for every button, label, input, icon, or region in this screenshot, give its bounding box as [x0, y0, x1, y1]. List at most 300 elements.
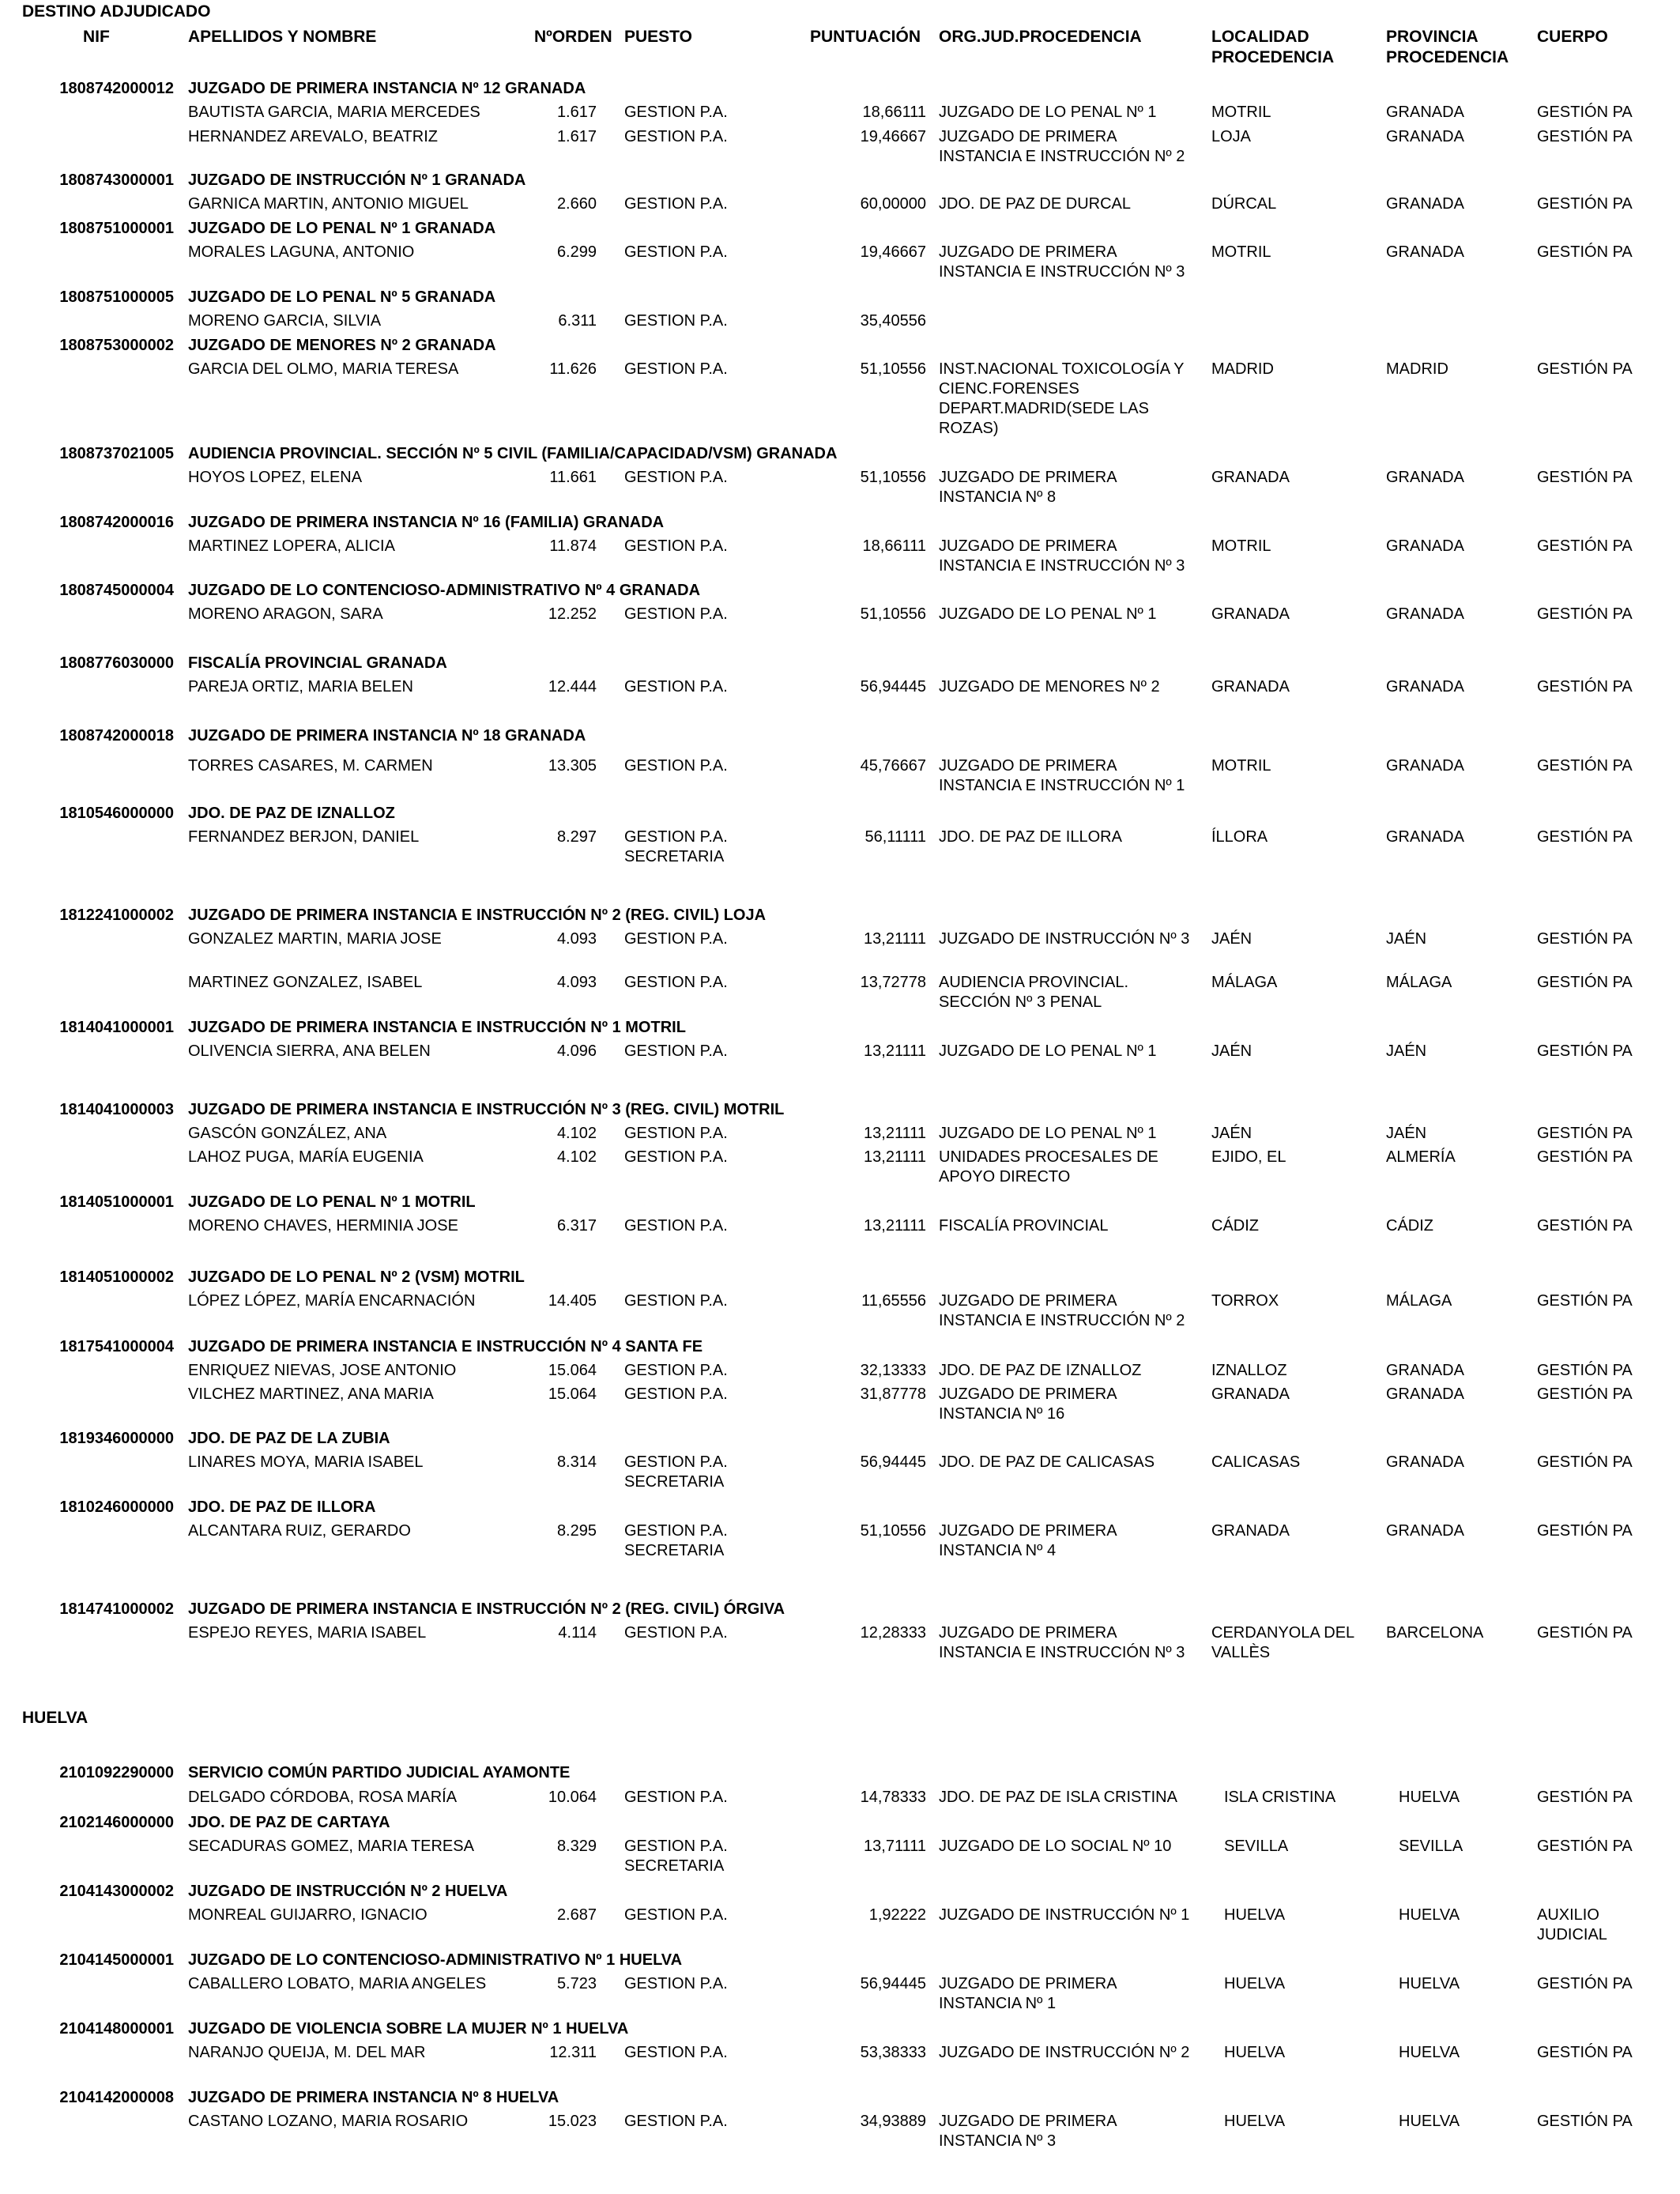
origin-court: INSTANCIA E INSTRUCCIÓN Nº 2: [939, 148, 1185, 165]
origin-court: JDO. DE PAZ DE ILLORA: [939, 828, 1122, 846]
post-type: SECRETARIA: [624, 1542, 725, 1559]
order-number: 8.295: [556, 1522, 597, 1540]
applicant-name: GARNICA MARTIN, ANTONIO MIGUEL: [188, 195, 469, 213]
post-type: GESTION P.A.: [624, 1042, 728, 1060]
destination-title: AUDIENCIA PROVINCIAL. SECCIÓN Nº 5 CIVIL (FAMILIA/CAPACIDAD/VSM) GRANADA: [188, 445, 838, 462]
applicant-name: CABALLERO LOBATO, MARIA ANGELES: [188, 1975, 487, 1992]
score-value: 56,94445: [860, 1453, 926, 1471]
origin-province: HUELVA: [1399, 1789, 1460, 1806]
origin-court: INSTANCIA E INSTRUCCIÓN Nº 3: [939, 1644, 1185, 1661]
origin-court: JUZGADO DE PRIMERA: [939, 1624, 1117, 1642]
column-header-cuerpo: CUERPO: [1537, 28, 1608, 46]
page-title: DESTINO ADJUDICADO: [22, 2, 211, 21]
region-heading: HUELVA: [22, 1709, 89, 1727]
column-header-puesto: PUESTO: [624, 28, 692, 46]
score-value: 34,93889: [860, 2113, 926, 2130]
order-number: 15.064: [548, 1362, 597, 1379]
post-type: GESTION P.A.: [624, 1148, 728, 1166]
post-type: GESTION P.A.: [624, 1385, 728, 1403]
score-value: 19,46667: [860, 128, 926, 145]
origin-court: AUDIENCIA PROVINCIAL.: [939, 974, 1129, 991]
staff-body: GESTIÓN PA: [1537, 2044, 1633, 2061]
order-number: 15.023: [548, 2113, 597, 2130]
staff-body: GESTIÓN PA: [1537, 1789, 1633, 1806]
destination-title: JUZGADO DE PRIMERA INSTANCIA E INSTRUCCIÓN Nº 2 (REG. CIVIL) ÓRGIVA: [188, 1600, 785, 1618]
origin-court: JDO. DE PAZ DE IZNALLOZ: [939, 1362, 1142, 1379]
staff-body: GESTIÓN PA: [1537, 1362, 1633, 1379]
destination-nif: 2101092290000: [59, 1764, 174, 1781]
destination-nif: 1808742000012: [59, 80, 174, 97]
applicant-name: DELGADO CÓRDOBA, ROSA MARÍA: [188, 1789, 458, 1806]
origin-province: MADRID: [1386, 360, 1448, 378]
applicant-name: OLIVENCIA SIERRA, ANA BELEN: [188, 1042, 431, 1060]
origin-court: JDO. DE PAZ DE DURCAL: [939, 195, 1131, 213]
staff-body: GESTIÓN PA: [1537, 974, 1633, 991]
destination-nif: 1819346000000: [59, 1430, 174, 1447]
post-type: GESTION P.A.: [624, 2113, 728, 2130]
origin-court: INSTANCIA Nº 8: [939, 488, 1057, 506]
score-value: 51,10556: [860, 1522, 926, 1540]
destination-nif: 2104145000001: [59, 1951, 174, 1969]
origin-locality: GRANADA: [1211, 1522, 1290, 1540]
post-type: SECRETARIA: [624, 848, 725, 865]
staff-body: GESTIÓN PA: [1537, 605, 1633, 623]
order-number: 6.311: [558, 312, 597, 330]
origin-court: INSTANCIA E INSTRUCCIÓN Nº 3: [939, 263, 1185, 281]
origin-locality: ISLA CRISTINA: [1224, 1789, 1336, 1806]
score-value: 13,71111: [864, 1838, 926, 1855]
post-type: GESTION P.A.: [624, 1453, 728, 1471]
origin-province: GRANADA: [1386, 469, 1464, 486]
post-type: GESTION P.A.: [624, 1838, 728, 1855]
post-type: GESTION P.A.: [624, 2044, 728, 2061]
staff-body: GESTIÓN PA: [1537, 469, 1633, 486]
order-number: 4.102: [556, 1125, 597, 1142]
column-header-name: APELLIDOS Y NOMBRE: [188, 28, 377, 46]
destination-nif: 1808776030000: [59, 654, 174, 672]
applicant-name: ENRIQUEZ NIEVAS, JOSE ANTONIO: [188, 1362, 457, 1379]
post-type: GESTION P.A.: [624, 828, 728, 846]
post-type: GESTION P.A.: [624, 243, 728, 261]
staff-body: GESTIÓN PA: [1537, 128, 1633, 145]
origin-province: GRANADA: [1386, 128, 1464, 145]
destination-nif: 1814041000001: [59, 1019, 174, 1036]
origin-court: APOYO DIRECTO: [939, 1168, 1071, 1186]
post-type: GESTION P.A.: [624, 469, 728, 486]
staff-body: GESTIÓN PA: [1537, 1148, 1633, 1166]
post-type: SECRETARIA: [624, 1473, 725, 1491]
destination-nif: 1814051000001: [59, 1193, 174, 1211]
score-value: 13,21111: [864, 930, 926, 948]
destination-title: JDO. DE PAZ DE IZNALLOZ: [188, 805, 395, 822]
origin-court: JUZGADO DE PRIMERA: [939, 757, 1117, 775]
origin-province: JAÉN: [1386, 930, 1427, 948]
origin-province: GRANADA: [1386, 605, 1464, 623]
origin-locality: MOTRIL: [1211, 537, 1271, 555]
post-type: GESTION P.A.: [624, 678, 728, 696]
destination-title: JUZGADO DE LO PENAL Nº 5 GRANADA: [188, 288, 496, 306]
origin-province: GRANADA: [1386, 1453, 1464, 1471]
origin-province: GRANADA: [1386, 1385, 1464, 1403]
staff-body: GESTIÓN PA: [1537, 1042, 1633, 1060]
score-value: 31,87778: [860, 1385, 926, 1403]
score-value: 51,10556: [860, 469, 926, 486]
order-number: 1.617: [556, 104, 597, 121]
origin-court: INSTANCIA E INSTRUCCIÓN Nº 1: [939, 777, 1185, 794]
staff-body: GESTIÓN PA: [1537, 1522, 1633, 1540]
destination-nif: 2102146000000: [59, 1814, 174, 1831]
destination-title: JUZGADO DE MENORES Nº 2 GRANADA: [188, 337, 496, 354]
staff-body: GESTIÓN PA: [1537, 930, 1633, 948]
origin-locality: CALICASAS: [1211, 1453, 1301, 1471]
applicant-name: SECADURAS GOMEZ, MARIA TERESA: [188, 1838, 474, 1855]
post-type: GESTION P.A.: [624, 1624, 728, 1642]
destination-nif: 1808742000016: [59, 514, 174, 531]
applicant-name: ESPEJO REYES, MARIA ISABEL: [188, 1624, 427, 1642]
origin-province: GRANADA: [1386, 1522, 1464, 1540]
post-type: GESTION P.A.: [624, 605, 728, 623]
score-value: 56,94445: [860, 678, 926, 696]
applicant-name: MONREAL GUIJARRO, IGNACIO: [188, 1906, 428, 1924]
origin-court: JUZGADO DE PRIMERA: [939, 469, 1117, 486]
applicant-name: FERNANDEZ BERJON, DANIEL: [188, 828, 420, 846]
staff-body: GESTIÓN PA: [1537, 1292, 1633, 1310]
post-type: GESTION P.A.: [624, 1362, 728, 1379]
origin-court: JUZGADO DE PRIMERA: [939, 1522, 1117, 1540]
score-value: 56,94445: [860, 1975, 926, 1992]
order-number: 6.299: [556, 243, 597, 261]
post-type: GESTION P.A.: [624, 128, 728, 145]
order-number: 8.329: [556, 1838, 597, 1855]
order-number: 14.405: [548, 1292, 597, 1310]
applicant-name: ALCANTARA RUIZ, GERARDO: [188, 1522, 411, 1540]
origin-province: GRANADA: [1386, 537, 1464, 555]
score-value: 51,10556: [860, 360, 926, 378]
destination-title: FISCALÍA PROVINCIAL GRANADA: [188, 654, 447, 672]
origin-locality: ÍLLORA: [1211, 828, 1268, 846]
origin-court: INSTANCIA Nº 4: [939, 1542, 1057, 1559]
origin-province: SEVILLA: [1399, 1838, 1463, 1855]
origin-locality: DÚRCAL: [1211, 195, 1277, 213]
post-type: SECRETARIA: [624, 1857, 725, 1875]
origin-locality: LOJA: [1211, 128, 1252, 145]
post-type: GESTION P.A.: [624, 1217, 728, 1235]
origin-province: BARCELONA: [1386, 1624, 1484, 1642]
origin-locality: GRANADA: [1211, 1385, 1290, 1403]
applicant-name: LÓPEZ LÓPEZ, MARÍA ENCARNACIÓN: [188, 1292, 476, 1310]
post-type: GESTION P.A.: [624, 1522, 728, 1540]
applicant-name: HERNANDEZ AREVALO, BEATRIZ: [188, 128, 438, 145]
origin-court: DEPART.MADRID(SEDE LAS: [939, 400, 1149, 417]
column-header-puntuacion: PUNTUACIÓN: [810, 28, 921, 46]
staff-body: GESTIÓN PA: [1537, 1125, 1633, 1142]
order-number: 11.661: [549, 469, 597, 486]
origin-court: INSTANCIA E INSTRUCCIÓN Nº 3: [939, 557, 1185, 575]
origin-province: HUELVA: [1399, 1975, 1460, 1992]
column-header-localidad-sub: PROCEDENCIA: [1211, 48, 1335, 66]
post-type: GESTION P.A.: [624, 757, 728, 775]
origin-province: CÁDIZ: [1386, 1217, 1433, 1235]
post-type: GESTION P.A.: [624, 360, 728, 378]
applicant-name: MORENO ARAGON, SARA: [188, 605, 383, 623]
staff-body: GESTIÓN PA: [1537, 360, 1633, 378]
origin-province: GRANADA: [1386, 195, 1464, 213]
applicant-name: HOYOS LOPEZ, ELENA: [188, 469, 363, 486]
score-value: 18,66111: [862, 104, 926, 121]
origin-locality: MOTRIL: [1211, 757, 1271, 775]
post-type: GESTION P.A.: [624, 104, 728, 121]
origin-court: INSTANCIA Nº 16: [939, 1405, 1065, 1423]
staff-body: GESTIÓN PA: [1537, 1838, 1633, 1855]
order-number: 4.093: [556, 974, 597, 991]
origin-court: FISCALÍA PROVINCIAL: [939, 1217, 1109, 1235]
order-number: 5.723: [556, 1975, 597, 1992]
origin-province: GRANADA: [1386, 1362, 1464, 1379]
post-type: GESTION P.A.: [624, 312, 728, 330]
destination-nif: 1808751000005: [59, 288, 174, 306]
origin-court: JDO. DE PAZ DE ISLA CRISTINA: [939, 1789, 1177, 1806]
destination-nif: 1814051000002: [59, 1269, 174, 1286]
destination-nif: 1808745000004: [59, 582, 174, 599]
destination-title: JUZGADO DE PRIMERA INSTANCIA E INSTRUCCIÓN Nº 1 MOTRIL: [188, 1019, 686, 1036]
origin-locality: HUELVA: [1224, 1906, 1286, 1924]
origin-court: JUZGADO DE LO PENAL Nº 1: [939, 1042, 1157, 1060]
origin-locality: GRANADA: [1211, 678, 1290, 696]
score-value: 14,78333: [860, 1789, 926, 1806]
post-type: GESTION P.A.: [624, 1125, 728, 1142]
destination-nif: 1817541000004: [59, 1338, 174, 1355]
applicant-name: MORALES LAGUNA, ANTONIO: [188, 243, 415, 261]
destination-title: JDO. DE PAZ DE ILLORA: [188, 1498, 376, 1516]
order-number: 4.093: [556, 930, 597, 948]
destination-nif: 1810546000000: [59, 805, 174, 822]
destination-nif: 1808737021005: [59, 445, 174, 462]
applicant-name: BAUTISTA GARCIA, MARIA MERCEDES: [188, 104, 480, 121]
origin-province: GRANADA: [1386, 243, 1464, 261]
applicant-name: MORENO CHAVES, HERMINIA JOSE: [188, 1217, 458, 1235]
origin-court: JUZGADO DE PRIMERA: [939, 1292, 1117, 1310]
order-number: 8.297: [556, 828, 597, 846]
origin-locality: IZNALLOZ: [1211, 1362, 1287, 1379]
origin-court: JUZGADO DE LO PENAL Nº 1: [939, 605, 1157, 623]
applicant-name: GONZALEZ MARTIN, MARIA JOSE: [188, 930, 442, 948]
origin-locality: CERDANYOLA DEL: [1211, 1624, 1355, 1642]
origin-locality: HUELVA: [1224, 2044, 1286, 2061]
destination-title: SERVICIO COMÚN PARTIDO JUDICIAL AYAMONTE: [188, 1764, 571, 1781]
destination-title: JUZGADO DE LO PENAL Nº 2 (VSM) MOTRIL: [188, 1269, 525, 1286]
destination-title: JUZGADO DE PRIMERA INSTANCIA E INSTRUCCIÓN Nº 3 (REG. CIVIL) MOTRIL: [188, 1101, 785, 1118]
origin-province: HUELVA: [1399, 1906, 1460, 1924]
destination-nif: 2104148000001: [59, 2020, 174, 2038]
applicant-name: CASTANO LOZANO, MARIA ROSARIO: [188, 2113, 469, 2130]
post-type: GESTION P.A.: [624, 537, 728, 555]
destination-nif: 1808751000001: [59, 220, 174, 237]
score-value: 13,21111: [864, 1125, 926, 1142]
origin-locality: SEVILLA: [1224, 1838, 1289, 1855]
destination-title: JUZGADO DE LO PENAL Nº 1 GRANADA: [188, 220, 496, 237]
post-type: GESTION P.A.: [624, 1975, 728, 1992]
applicant-name: GARCIA DEL OLMO, MARIA TERESA: [188, 360, 459, 378]
score-value: 56,11111: [864, 828, 926, 846]
origin-court: JUZGADO DE PRIMERA: [939, 537, 1117, 555]
score-value: 53,38333: [860, 2044, 926, 2061]
origin-court: JUZGADO DE LO SOCIAL Nº 10: [939, 1838, 1172, 1855]
origin-locality: MOTRIL: [1211, 243, 1271, 261]
destination-title: JDO. DE PAZ DE LA ZUBIA: [188, 1430, 390, 1447]
origin-locality: HUELVA: [1224, 2113, 1286, 2130]
origin-province: MÁLAGA: [1386, 974, 1452, 991]
score-value: 13,21111: [864, 1148, 926, 1166]
destination-title: JUZGADO DE LO CONTENCIOSO-ADMINISTRATIVO Nº 4 GRANADA: [188, 582, 701, 599]
order-number: 2.687: [556, 1906, 597, 1924]
score-value: 13,21111: [864, 1217, 926, 1235]
destination-title: JUZGADO DE INSTRUCCIÓN Nº 1 GRANADA: [188, 172, 526, 189]
origin-court: INSTANCIA Nº 1: [939, 1995, 1057, 2012]
staff-body: JUDICIAL: [1537, 1926, 1607, 1943]
destination-title: JUZGADO DE PRIMERA INSTANCIA E INSTRUCCIÓN Nº 2 (REG. CIVIL) LOJA: [188, 907, 767, 924]
origin-court: SECCIÓN Nº 3 PENAL: [939, 993, 1102, 1011]
score-value: 13,72778: [860, 974, 926, 991]
column-header-provincia-sub: PROCEDENCIA: [1386, 48, 1509, 66]
destination-nif: 1808742000018: [59, 727, 174, 745]
staff-body: GESTIÓN PA: [1537, 537, 1633, 555]
post-type: GESTION P.A.: [624, 195, 728, 213]
staff-body: GESTIÓN PA: [1537, 828, 1633, 846]
destination-nif: 1808743000001: [59, 172, 174, 189]
applicant-name: LAHOZ PUGA, MARÍA EUGENIA: [188, 1148, 424, 1166]
origin-province: GRANADA: [1386, 757, 1464, 775]
origin-court: JUZGADO DE LO PENAL Nº 1: [939, 1125, 1157, 1142]
order-number: 4.102: [556, 1148, 597, 1166]
order-number: 11.874: [549, 537, 597, 555]
order-number: 2.660: [556, 195, 597, 213]
origin-province: MÁLAGA: [1386, 1292, 1452, 1310]
order-number: 6.317: [556, 1217, 597, 1235]
score-value: 19,46667: [860, 243, 926, 261]
score-value: 11,65556: [861, 1292, 926, 1310]
post-type: GESTION P.A.: [624, 974, 728, 991]
origin-court: INST.NACIONAL TOXICOLOGÍA Y: [939, 360, 1185, 378]
applicant-name: VILCHEZ MARTINEZ, ANA MARIA: [188, 1385, 434, 1403]
origin-locality: HUELVA: [1224, 1975, 1286, 1992]
destination-nif: 1814041000003: [59, 1101, 174, 1118]
score-value: 13,21111: [864, 1042, 926, 1060]
staff-body: GESTIÓN PA: [1537, 243, 1633, 261]
origin-locality: MÁLAGA: [1211, 974, 1278, 991]
staff-body: GESTIÓN PA: [1537, 678, 1633, 696]
applicant-name: PAREJA ORTIZ, MARIA BELEN: [188, 678, 413, 696]
column-header-nif: NIF: [83, 28, 110, 46]
order-number: 11.626: [549, 360, 597, 378]
destination-title: JUZGADO DE PRIMERA INSTANCIA Nº 18 GRANADA: [188, 727, 586, 745]
score-value: 1,92222: [868, 1906, 926, 1924]
destination-title: JDO. DE PAZ DE CARTAYA: [188, 1814, 390, 1831]
applicant-name: MARTINEZ LOPERA, ALICIA: [188, 537, 395, 555]
staff-body: GESTIÓN PA: [1537, 1217, 1633, 1235]
order-number: 12.252: [548, 605, 597, 623]
order-number: 13.305: [548, 757, 597, 775]
applicant-name: MORENO GARCIA, SILVIA: [188, 312, 382, 330]
order-number: 8.314: [556, 1453, 597, 1471]
origin-locality: GRANADA: [1211, 469, 1290, 486]
column-header-orden: NºORDEN: [534, 28, 612, 46]
origin-locality: VALLÈS: [1211, 1644, 1271, 1661]
score-value: 35,40556: [860, 312, 926, 330]
origin-court: JUZGADO DE INSTRUCCIÓN Nº 3: [939, 930, 1190, 948]
staff-body: AUXILIO: [1537, 1906, 1599, 1924]
origin-locality: TORROX: [1211, 1292, 1279, 1310]
staff-body: GESTIÓN PA: [1537, 104, 1633, 121]
order-number: 4.114: [558, 1624, 597, 1642]
origin-court: JUZGADO DE PRIMERA: [939, 2113, 1117, 2130]
staff-body: GESTIÓN PA: [1537, 195, 1633, 213]
origin-province: JAÉN: [1386, 1125, 1427, 1142]
applicant-name: MARTINEZ GONZALEZ, ISABEL: [188, 974, 423, 991]
applicant-name: GASCÓN GONZÁLEZ, ANA: [188, 1125, 387, 1142]
destination-title: JUZGADO DE LO PENAL Nº 1 MOTRIL: [188, 1193, 476, 1211]
score-value: 45,76667: [860, 757, 926, 775]
order-number: 1.617: [556, 128, 597, 145]
post-type: GESTION P.A.: [624, 1292, 728, 1310]
staff-body: GESTIÓN PA: [1537, 2113, 1633, 2130]
staff-body: GESTIÓN PA: [1537, 1975, 1633, 1992]
score-value: 18,66111: [862, 537, 926, 555]
destination-nif: 1814741000002: [59, 1600, 174, 1618]
origin-court: ROZAS): [939, 420, 999, 437]
origin-locality: GRANADA: [1211, 605, 1290, 623]
origin-locality: JAÉN: [1211, 930, 1252, 948]
destination-title: JUZGADO DE VIOLENCIA SOBRE LA MUJER Nº 1 HUELVA: [188, 2020, 629, 2038]
staff-body: GESTIÓN PA: [1537, 757, 1633, 775]
origin-court: CIENC.FORENSES: [939, 380, 1079, 398]
origin-locality: JAÉN: [1211, 1042, 1252, 1060]
column-header-localidad: LOCALIDAD: [1211, 28, 1309, 46]
origin-province: GRANADA: [1386, 678, 1464, 696]
column-header-provincia: PROVINCIA: [1386, 28, 1478, 46]
destination-title: JUZGADO DE LO CONTENCIOSO-ADMINISTRATIVO Nº 1 HUELVA: [188, 1951, 683, 1969]
destination-nif: 1812241000002: [59, 907, 174, 924]
origin-locality: CÁDIZ: [1211, 1217, 1259, 1235]
destination-nif: 1810246000000: [59, 1498, 174, 1516]
order-number: 15.064: [548, 1385, 597, 1403]
origin-court: JUZGADO DE PRIMERA: [939, 1385, 1117, 1403]
staff-body: GESTIÓN PA: [1537, 1453, 1633, 1471]
origin-court: JUZGADO DE LO PENAL Nº 1: [939, 104, 1157, 121]
post-type: GESTION P.A.: [624, 1906, 728, 1924]
applicant-name: NARANJO QUEIJA, M. DEL MAR: [188, 2044, 426, 2061]
order-number: 4.096: [556, 1042, 597, 1060]
post-type: GESTION P.A.: [624, 1789, 728, 1806]
origin-court: JUZGADO DE MENORES Nº 2: [939, 678, 1160, 696]
post-type: GESTION P.A.: [624, 930, 728, 948]
origin-court: JUZGADO DE INSTRUCCIÓN Nº 2: [939, 2044, 1190, 2061]
staff-body: GESTIÓN PA: [1537, 1385, 1633, 1403]
origin-court: JUZGADO DE PRIMERA: [939, 128, 1117, 145]
score-value: 60,00000: [860, 195, 926, 213]
origin-court: JUZGADO DE INSTRUCCIÓN Nº 1: [939, 1906, 1190, 1924]
origin-court: INSTANCIA E INSTRUCCIÓN Nº 2: [939, 1312, 1185, 1329]
origin-province: GRANADA: [1386, 828, 1464, 846]
origin-province: JAÉN: [1386, 1042, 1427, 1060]
destination-nif: 2104143000002: [59, 1883, 174, 1900]
origin-court: JDO. DE PAZ DE CALICASAS: [939, 1453, 1155, 1471]
destination-nif: 2104142000008: [59, 2089, 174, 2106]
origin-province: HUELVA: [1399, 2113, 1460, 2130]
origin-court: JUZGADO DE PRIMERA: [939, 243, 1117, 261]
applicant-name: TORRES CASARES, M. CARMEN: [188, 757, 433, 775]
origin-locality: JAÉN: [1211, 1125, 1252, 1142]
destination-nif: 1808753000002: [59, 337, 174, 354]
